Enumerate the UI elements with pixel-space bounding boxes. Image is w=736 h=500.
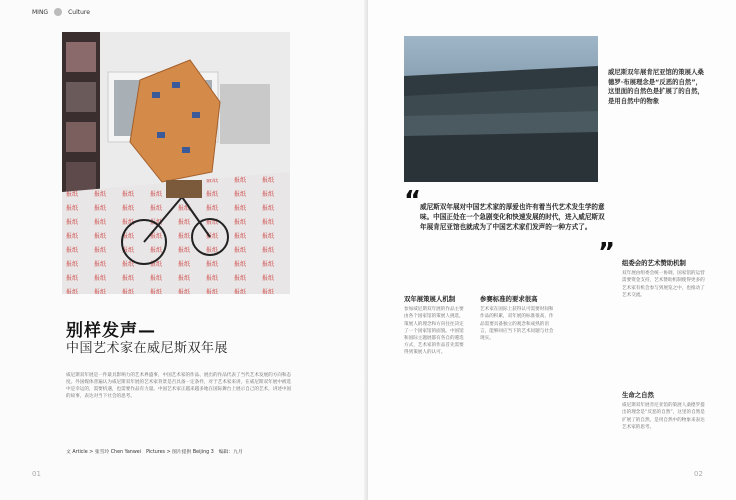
column-1 <box>404 296 468 357</box>
credit-editor: 编辑：九月 <box>218 450 243 455</box>
column-3b-text: 威尼斯双年展肯尼亚馆的策展人桑德罗提出的理念是“反恶的自然”，这里的自然是扩展了的自然，是用自然中的物象来表达艺术家的思考。 <box>622 403 705 430</box>
heading-entry-standards: 参赛标准的要求很高 <box>480 295 538 303</box>
heading-sponsorship: 组委会的艺术赞助机制 <box>622 259 686 267</box>
right-page <box>368 0 736 500</box>
pull-quote <box>404 186 616 268</box>
header-label: MING <box>32 8 49 16</box>
logo-icon <box>54 8 62 16</box>
section-label: Culture <box>68 8 90 16</box>
column-3b <box>622 392 708 431</box>
page-number-right: 02 <box>694 470 703 478</box>
heading-curator-mechanism: 双年展策展人机制 <box>404 295 456 303</box>
photo-caption: 威尼斯双年展肯尼亚馆的策展人桑德罗·布展理念是“反恶的自然”，这里面的自然色是扩展了的自然，是用自然中的物象 <box>608 68 704 105</box>
column-2-text: 艺术家在国际上获得认可需要时间和作品的积累，双年展的标准很高，作品需要具备独立的观念和成熟的语言，能够回应当下的艺术问题与社会现实。 <box>480 307 554 342</box>
close-quote-icon: ” <box>598 238 616 268</box>
article-subtitle: 中国艺术家在威尼斯双年展 <box>66 341 229 356</box>
page-header <box>32 8 90 16</box>
intro-paragraph: 威尼斯双年展是一件最具影响力的艺术界盛事，中国艺术家的作品、展出的作品代表了当代艺术发展的方向和态度。外国媒体普遍认为威尼斯双年展的艺术家背景是否具备一定条件，对于艺术家来讲，在威尼斯双年展中被选中是幸运的，需要机遇，也需要作品有力量。中国艺术家正越来越多地在国际舞台上展示自己的艺术，讲述中国的故事，表达对当下社会的思考。 <box>66 373 292 399</box>
credit-pictures: Pictures > 图片提供 Beijing 3 <box>146 450 214 455</box>
column-1-text: 参加威尼斯双年展的作品主要由各个国家馆的策展人挑选，策展人的理念和方向往往决定了一个国家馆的面貌。中国馆和国际主题展都有各自的遴选方式，艺术家的作品首先需要得到策展人的认可。 <box>404 307 464 356</box>
heading-nature-of-life: 生命之自然 <box>622 391 654 399</box>
credit-article: 文 Article > 张雪玲 Chen Yanwei <box>66 450 142 455</box>
pull-quote-text: 威尼斯双年展对中国艺术家的厚爱也许有着当代艺术发生学的意味。中国正处在一个急剧变化和快速发展的时代，进入威尼斯双年展肯尼亚馆也就成为了中国艺术家们发声的一种方式了。 <box>420 203 605 231</box>
column-2 <box>480 296 554 342</box>
column-3 <box>622 260 708 299</box>
column-3-text: 双年展由组委会统一协调，国家馆的运营需要资金支持，艺术赞助机制使得更多的艺术家有机会参与到展览之中，也推动了艺术交流。 <box>622 271 705 298</box>
article-title: 别样发声— <box>66 321 156 341</box>
page-number-left: 01 <box>32 470 41 478</box>
installation-photo <box>404 36 598 182</box>
artwork-photo <box>62 32 290 294</box>
credits <box>66 448 243 455</box>
open-quote-icon: “ <box>404 186 422 216</box>
